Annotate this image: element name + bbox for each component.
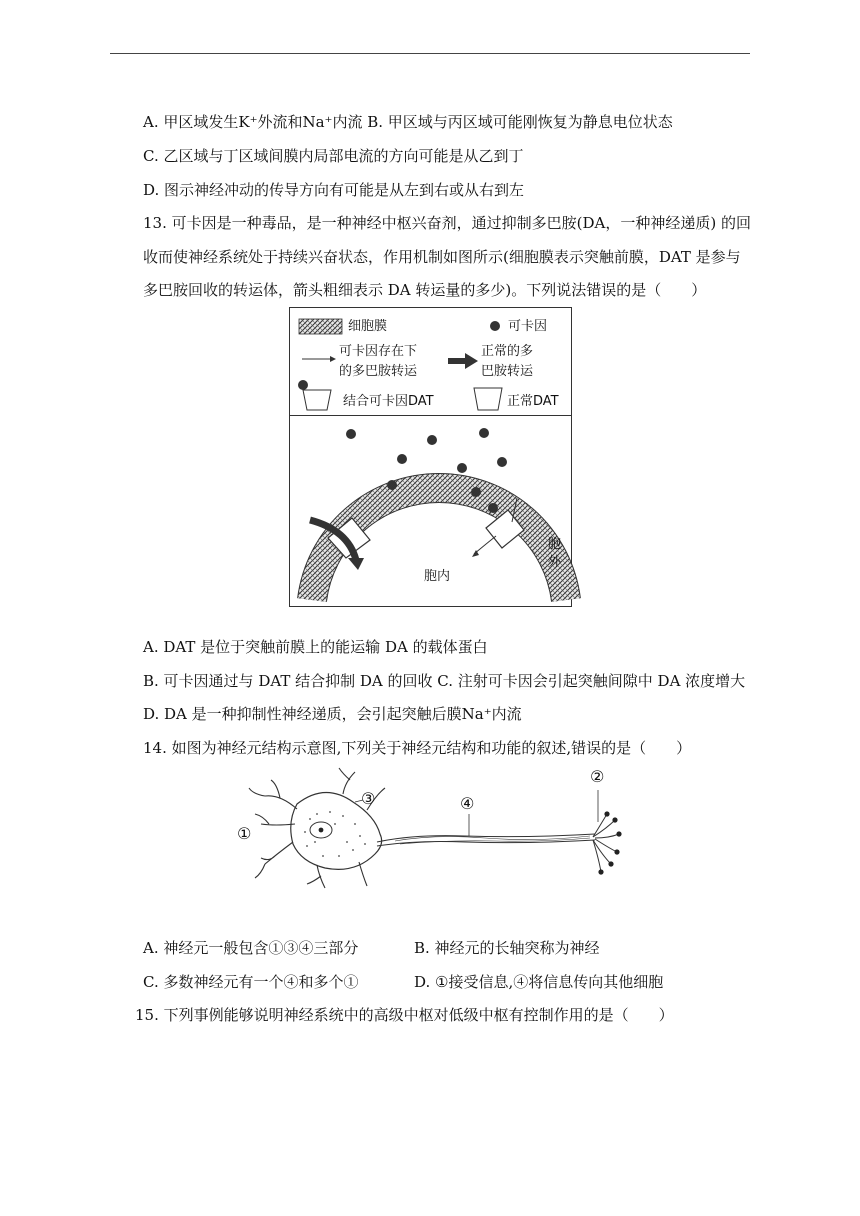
membrane-swatch bbox=[299, 319, 342, 334]
cocaine-dot bbox=[346, 429, 356, 439]
neuron-figure bbox=[235, 764, 635, 894]
cocaine-dot bbox=[497, 457, 507, 467]
cocaine-dot bbox=[479, 428, 489, 438]
legend-thick-arrow-label-1: 正常的多 bbox=[481, 344, 534, 359]
cocaine-dot bbox=[427, 435, 437, 445]
legend-normal-dat-label: 正常DAT bbox=[507, 394, 559, 409]
q13-option-a: A. DAT 是位于突触前膜上的能运输 DA 的载体蛋白 bbox=[143, 638, 488, 656]
q14-option-b: B. 神经元的长轴突称为神经 bbox=[414, 939, 600, 957]
label-inside-cell: 胞内 bbox=[424, 569, 451, 584]
bound-dat-dot bbox=[298, 380, 308, 390]
q12-option-c: C. 乙区域与丁区域间膜内局部电流的方向可能是从乙到丁 bbox=[143, 147, 524, 165]
label-outside-cell-2: 外 bbox=[548, 555, 562, 570]
label-2-terminal: ② bbox=[590, 767, 605, 786]
legend-thick-arrow-label-2: 巴胺转运 bbox=[481, 364, 534, 379]
label-3-cell-body: ③ bbox=[361, 789, 376, 808]
label-4-axon: ④ bbox=[460, 794, 475, 813]
legend-separator bbox=[290, 415, 571, 416]
label-outside-cell-1: 胞 bbox=[548, 537, 562, 552]
cocaine-dot bbox=[397, 454, 407, 464]
q14-option-d: D. ①接受信息,④将信息传向其他细胞 bbox=[414, 973, 664, 991]
legend-bound-dat-label: 结合可卡因DAT bbox=[343, 394, 434, 409]
q13-option-d: D. DA 是一种抑制性神经递质，会引起突触后膜Na⁺内流 bbox=[143, 705, 522, 723]
neuron-graphics bbox=[235, 764, 635, 894]
cocaine-mechanism-figure bbox=[289, 307, 572, 607]
legend-cocaine-label: 可卡因 bbox=[508, 319, 548, 334]
q14-stem: 14. 如图为神经元结构示意图,下列关于神经元结构和功能的叙述,错误的是（ ） bbox=[143, 739, 692, 757]
q13-stem-line1: 13. 可卡因是一种毒品，是一种神经中枢兴奋剂，通过抑制多巴胺(DA，一种神经递质) 的回 bbox=[143, 214, 751, 232]
label-1-dendrite: ① bbox=[237, 824, 252, 843]
cocaine-dot bbox=[471, 487, 481, 497]
legend-membrane-label: 细胞膜 bbox=[348, 319, 388, 334]
cocaine-dot-bound bbox=[488, 503, 498, 513]
legend-thin-arrow-label-2: 的多巴胺转运 bbox=[339, 364, 418, 379]
thin-transport-arrow bbox=[474, 536, 496, 554]
cocaine-dot bbox=[457, 463, 467, 473]
q13-option-bc: B. 可卡因通过与 DAT 结合抑制 DA 的回收 C. 注射可卡因会引起突触间隙中 DA 浓度增大 bbox=[143, 672, 746, 690]
q12-option-a: A. 甲区域发生K⁺外流和Na⁺内流 B. 甲区域与丙区域可能刚恢复为静息电位状态 bbox=[143, 113, 673, 131]
axon-terminals bbox=[593, 814, 619, 872]
q12-option-d: D. 图示神经冲动的传导方向有可能是从左到右或从右到左 bbox=[143, 181, 525, 199]
q13-stem-line3: 多巴胺回收的转运体，箭头粗细表示 DA 转运量的多少)。下列说法错误的是（ ） bbox=[143, 281, 707, 299]
q15-stem: 15. 下列事例能够说明神经系统中的高级中枢对低级中枢有控制作用的是（ ） bbox=[135, 1006, 674, 1024]
q14-option-a: A. 神经元一般包含①③④三部分 bbox=[143, 939, 359, 957]
legend-thin-arrow-label-1: 可卡因存在下 bbox=[339, 344, 418, 359]
bound-dat-legend bbox=[303, 390, 331, 410]
q14-option-c: C. 多数神经元有一个④和多个① bbox=[143, 973, 359, 991]
q13-stem-line2: 收而使神经系统处于持续兴奋状态，作用机制如图所示(细胞膜表示突触前膜，DAT 是参与 bbox=[143, 248, 741, 266]
axon bbox=[377, 834, 595, 846]
normal-dat-legend bbox=[474, 388, 502, 410]
cocaine-dot bbox=[387, 480, 397, 490]
cocaine-dot-legend bbox=[490, 321, 500, 331]
header-rule bbox=[110, 53, 750, 54]
